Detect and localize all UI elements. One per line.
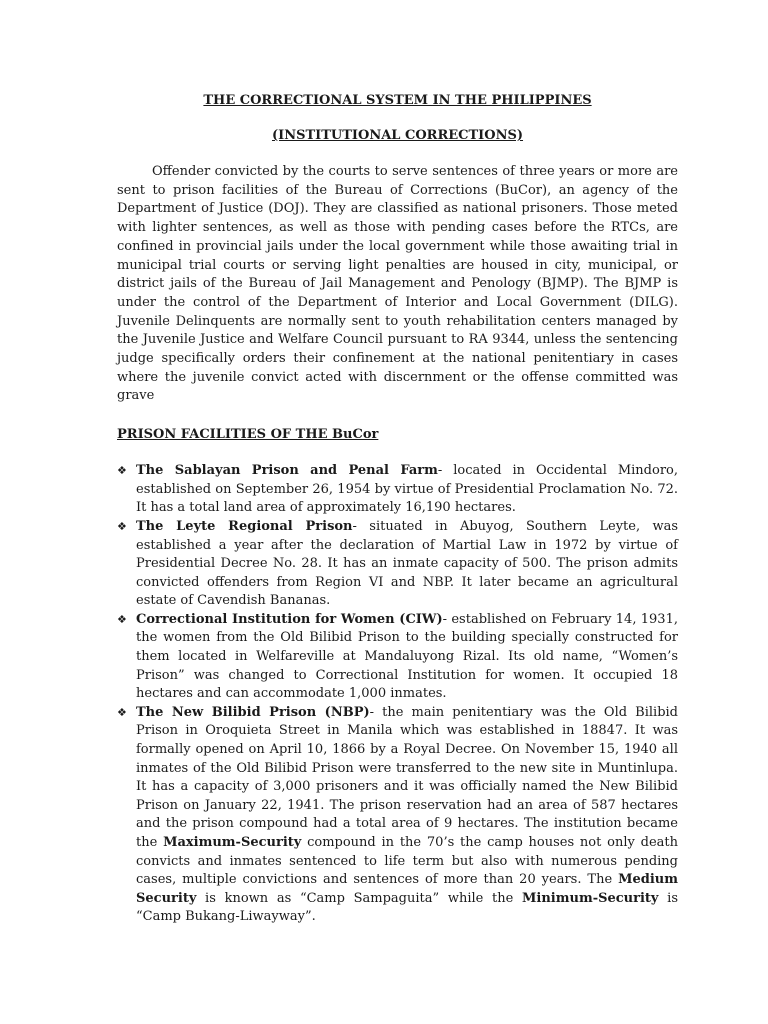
medium-security-label: Medium Security	[136, 872, 678, 906]
facility-description: - established on February 14, 1931, the women from the Old Bilibid Prison to the building specially constructed for them located in Welfareville at Mandaluyong Rizal. Its old name, “Women’s Prison” was changed to Correctional Institution for women. It occupied 18 hectares and can accommodate 1,000 inmates.	[136, 611, 678, 702]
list-item-nbp	[117, 704, 678, 927]
document-subtitle: (INSTITUTIONAL CORRECTIONS)	[271, 128, 524, 143]
list-item-sablayan	[117, 462, 678, 518]
diamond-bullet-icon: ❖	[117, 705, 127, 719]
facility-description: - located in Occidental Mindoro, established on September 26, 1954 by virtue of Presidential Proclamation No. 72. It has a total land area of approximately 16,190 hectares.	[136, 463, 678, 516]
diamond-bullet-icon: ❖	[117, 519, 127, 533]
list-item-leyte	[117, 518, 678, 611]
intro-paragraph: Offender convicted by the courts to serve sentences of three years or more are sent to prison facilities of the Bureau of Corrections (BuCor), an agency of the Department of Justice (DOJ). They are classified as national prisoners. Those meted with lighter sentences, as well as those with pending cases before the RTCs, are confined in provincial jails under the local government while those awaiting trial in municipal trial courts or serving light penalties are housed in city, municipal, or district jails of the Bureau of Jail Management and Penology (BJMP). The BJMP is under the control of the Department of Interior and Local Government (DILG). Juvenile Delinquents are normally sent to youth rehabilitation centers managed by the Juvenile Justice and Welfare Council pursuant to RA 9344, unless the sentencing judge specifically orders their confinement at the national penitentiary in cases where the juvenile convict acted with discernment or the offense committed was grave	[117, 164, 678, 404]
facility-description-cont: compound in the 70’s the camp houses not only death convicts and inmates sentenced to life term but also with numerous pending cases, multiple convictions and sentences of more than 20 years. The	[136, 835, 678, 888]
document-title: THE CORRECTIONAL SYSTEM IN THE PHILIPPINES	[203, 93, 592, 108]
maximum-security-label: Maximum-Security	[163, 835, 302, 851]
facility-description: - situated in Abuyog, Southern Leyte, was established a year after the declaration of Martial Law in 1972 by virtue of Presidential Decree No. 28. It has an inmate capacity of 500. The prison admits convicted offenders from Region VI and NBP. It later became an agricultural estate of Cavendish Bananas.	[136, 518, 679, 609]
facility-name: The Sablayan Prison and Penal Farm	[136, 463, 438, 479]
facility-name: Correctional Institution for Women (CIW)	[136, 611, 443, 627]
diamond-bullet-icon: ❖	[117, 464, 127, 478]
facility-name: The Leyte Regional Prison	[136, 518, 353, 534]
facility-name: The New Bilibid Prison (NBP)	[136, 704, 370, 720]
minimum-security-label: Minimum-Security	[522, 890, 659, 906]
list-item-ciw	[117, 611, 678, 704]
diamond-bullet-icon: ❖	[117, 612, 127, 626]
facility-description-cont: is “Camp Bukang-Liwayway”.	[136, 890, 678, 925]
facility-description-cont: is known as “Camp Sampaguita” while the	[196, 890, 523, 906]
facility-description: - the main penitentiary was the Old Bilibid Prison in Oroquieta Street in Manila which was established in 18847. It was formally opened on April 10, 1866 by a Royal Decree. On November 15, 1940 all inmates of the Old Bilibid Prison were transferred to the new site in Muntinlupa. It has a capacity of 3,000 prisoners and it was officially named the New Bilibid Prison on January 22, 1941. The prison reservation had an area of 587 hectares and the prison compound had a total area of 9 hectares. The institution became the	[136, 704, 678, 851]
facilities-list	[117, 462, 678, 927]
section-heading: PRISON FACILITIES OF THE BuCor	[117, 427, 379, 443]
